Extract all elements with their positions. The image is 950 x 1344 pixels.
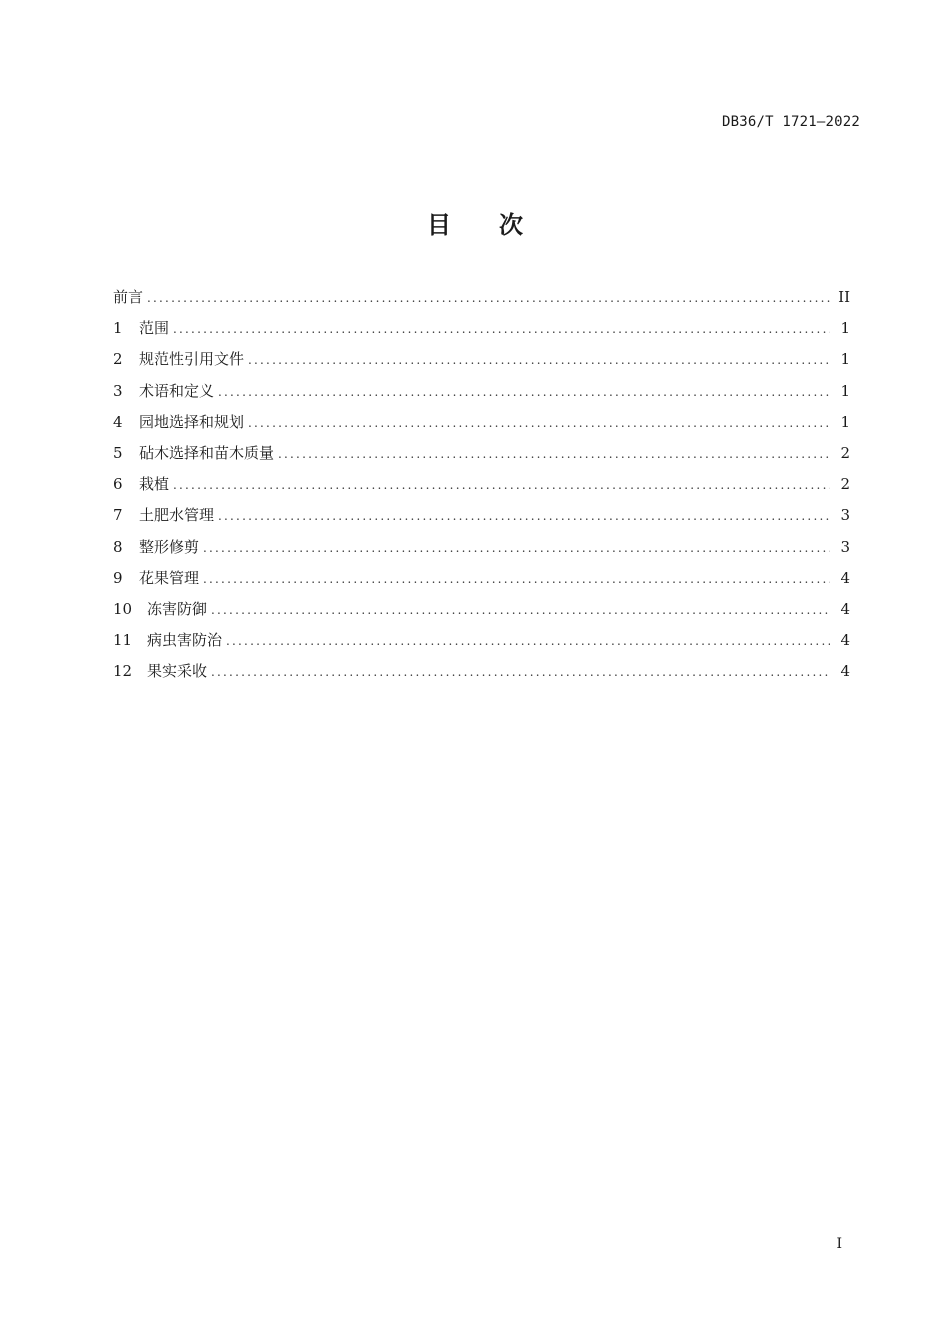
toc-entry-number: 6 [113,475,123,494]
toc-entry-number: 7 [113,506,123,525]
toc-entry-8[interactable] [113,536,850,567]
toc-entry-1[interactable] [113,317,850,348]
toc-entry-label: 花果管理 [139,568,200,587]
toc-entry-label: 范围 [139,319,170,338]
toc-entry-10[interactable] [113,598,850,629]
toc-entry-number: 10 [113,599,133,618]
toc-dot-leader [248,416,830,430]
toc-entry-12[interactable] [113,660,850,691]
toc-title-char-2: 次 [499,211,523,239]
toc-entry-label: 术语和定义 [139,381,215,400]
toc-entry-label: 土肥水管理 [139,506,215,525]
toc-entry-6[interactable] [113,473,850,504]
toc-dot-leader [248,353,830,367]
toc-entry-number: 3 [113,381,123,400]
toc-dot-leader [147,291,830,305]
toc-dot-leader [211,603,830,617]
toc-entry-9[interactable] [113,567,850,598]
toc-title [0,205,950,240]
toc-entry-page: 1 [840,319,850,338]
toc-dot-leader [173,478,830,492]
toc-entry-number: 9 [113,568,123,587]
toc-entry-page: 1 [840,412,850,431]
toc-entry-page: 4 [840,662,850,681]
toc-dot-leader [203,541,830,555]
toc-dot-leader [173,322,830,336]
toc-entry-7[interactable] [113,504,850,535]
toc-entry-page: 3 [840,506,850,525]
toc-entry-page: 1 [840,350,850,369]
toc-entry-page: 4 [840,631,850,650]
toc-dot-leader [226,634,830,648]
toc-title-char-1: 目 [427,211,451,239]
toc-entry-number: 2 [113,350,123,369]
toc-entry-foreword[interactable] [113,286,850,317]
toc-entry-label: 冻害防御 [147,599,208,618]
toc-dot-leader [278,447,830,461]
toc-entry-page: 4 [840,568,850,587]
toc-entry-number: 12 [113,662,133,681]
toc-entry-number: 4 [113,412,123,431]
toc-entry-page: 1 [840,381,850,400]
toc-entry-label: 整形修剪 [139,537,200,556]
toc-entry-page: 2 [840,443,850,462]
toc-entry-page: 3 [840,537,850,556]
toc-entry-page: 4 [840,599,850,618]
toc-list [113,286,850,691]
toc-entry-number: 8 [113,537,123,556]
toc-entry-label: 砧木选择和苗木质量 [139,443,275,462]
toc-entry-label: 园地选择和规划 [139,412,245,431]
toc-entry-page: 2 [840,475,850,494]
toc-dot-leader [218,385,830,399]
toc-entry-5[interactable] [113,442,850,473]
document-code: DB36/T 1721—2022 [721,114,860,130]
toc-entry-2[interactable] [113,348,850,379]
toc-entry-label: 栽植 [139,475,170,494]
toc-dot-leader [203,572,830,586]
toc-entry-label: 前言 [113,288,144,306]
toc-entry-label: 规范性引用文件 [139,350,245,369]
toc-entry-4[interactable] [113,411,850,442]
toc-entry-11[interactable] [113,629,850,660]
toc-dot-leader [211,665,830,679]
toc-entry-label: 病虫害防治 [147,631,223,650]
toc-dot-leader [218,509,830,523]
toc-entry-number: 1 [113,319,123,338]
toc-entry-number: 5 [113,443,123,462]
toc-entry-label: 果实采收 [147,662,208,681]
toc-entry-number: 11 [113,631,133,650]
page-number: I [836,1236,842,1252]
toc-entry-page: II [838,288,850,306]
toc-entry-3[interactable] [113,380,850,411]
